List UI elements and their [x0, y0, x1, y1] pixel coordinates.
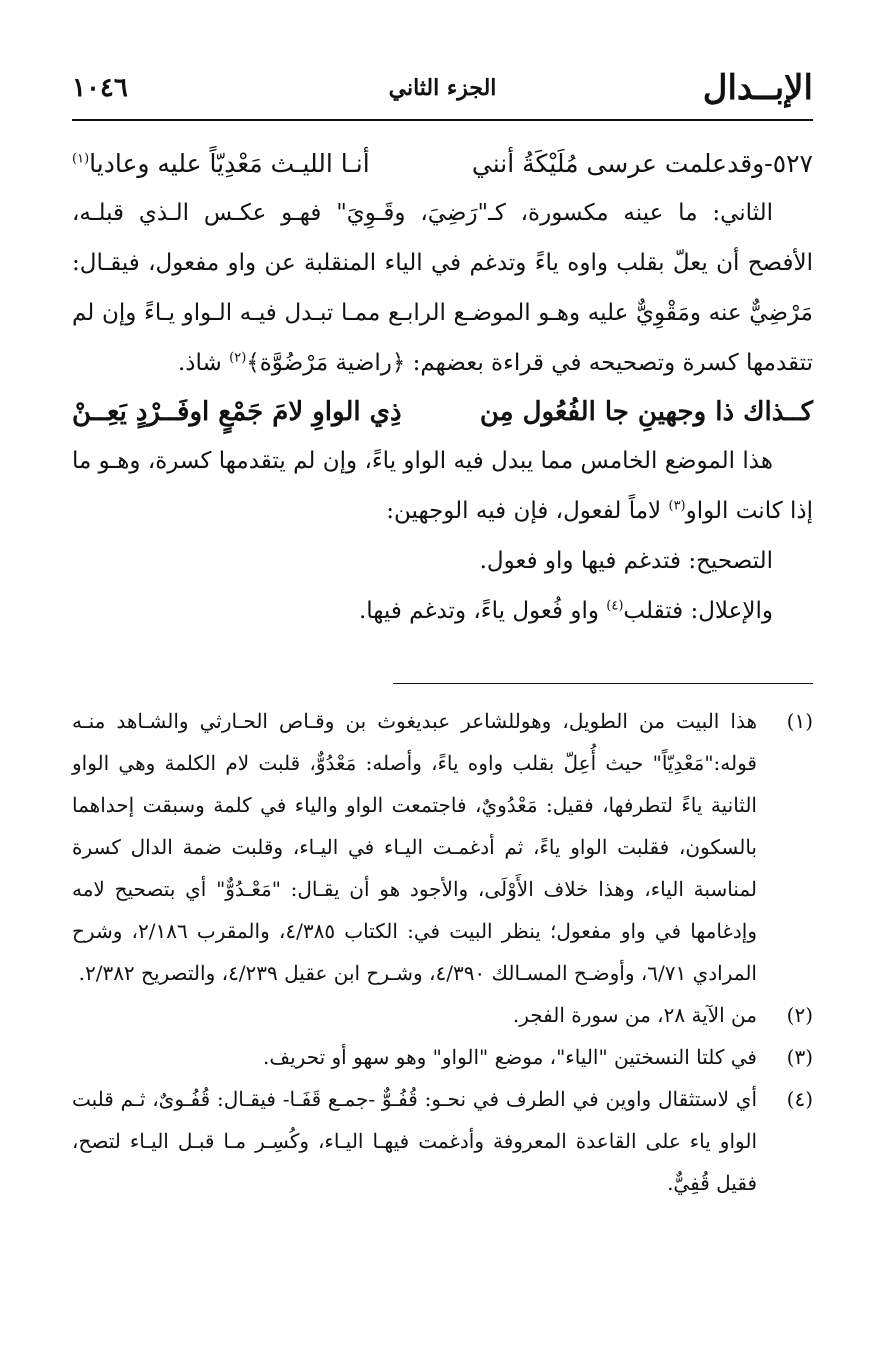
- alfiya-second-hemistich: ذِي الواوِ لامَ جَمْعٍ اوفَــرْدٍ يَعِــنْ: [72, 397, 402, 427]
- header-rule: [72, 119, 813, 121]
- footnote-ref-3[interactable]: (٣): [668, 498, 686, 514]
- footnote-text: أي لاستثقال واوين في الطرف في نحـو: قُفُـوٌّ -جمـع قَفَـا- فيقـال: قُفُـوىٌ، ثـم قلبت الواو ياء على القاعدة المعروفة وأدغمت فيهـا اليـاء، وكُسِـر مـا قبـل اليـاء لتصح، فقيل قُفِيٌّ.: [72, 1087, 757, 1195]
- footnote-ref-4[interactable]: (٤): [606, 598, 624, 614]
- footnote-4: [72, 1078, 813, 1204]
- footnote-number: (٤): [786, 1087, 813, 1111]
- footnote-number: (١): [786, 709, 813, 733]
- alfiya-first-hemistich: كــذاك ذا وجهينِ جا الفُعُول مِن: [479, 397, 813, 427]
- page-header: [72, 64, 813, 112]
- footnote-text: في كلتا النسختين "الياء"، موضع "الواو" وهو سهو أو تحريف.: [263, 1045, 757, 1069]
- paragraph-second-case: [72, 188, 813, 388]
- part-label: الجزء الثاني: [388, 75, 497, 101]
- tashih-line: التصحيح: فتدغم فيها واو فعول.: [479, 548, 773, 574]
- verse-527-second-text: أنـا الليـث مَعْدِيّاً عليه وعاديا: [89, 149, 370, 178]
- footnote-number: (٢): [786, 1003, 813, 1027]
- footnote-separator: [393, 683, 813, 684]
- footnote-ref-1[interactable]: (١): [72, 151, 90, 167]
- footnote-2: [72, 994, 813, 1036]
- paragraph-second-case-text: الثاني: ما عينه مكسورة، كـ"رَضِيَ، وقَـوِيَ" فهـو عكـس الـذي قبلـه، الأفصح أن يعلّ بقلب واوه ياءً وتدغم في الياء المنقلبة عن واو مفعول، فيقـال: مَرْضِيٌّ عنه ومَقْوِيٌّ عليه وهـو الموضـع الرابـع ممـا تبـدل فيـه الـواو يـاءً وإن لم تتقدمها كسرة وتصحيحه في قراءة بعضهم: ﴿راضية مَرْضُوَّة﴾: [72, 200, 813, 376]
- alfiya-verse: [72, 388, 813, 436]
- page-number: ١٠٤٦: [72, 73, 128, 103]
- footnote-number: (٣): [786, 1045, 813, 1069]
- ielal-line-start: والإعلال: فتقلب: [623, 598, 773, 624]
- ielal-line-end: واو فُعول ياءً، وتدغم فيها.: [358, 598, 607, 624]
- chapter-title: الإبــدال: [702, 68, 813, 108]
- footnote-ref-2[interactable]: (٢): [229, 350, 247, 366]
- paragraph-fifth-case: [72, 436, 813, 536]
- verse-527-second-hemistich: [72, 140, 370, 188]
- verse-527-first-hemistich: ٥٢٧-وقدعلمت عرسى مُلَيْكَةُ أنني: [471, 149, 813, 178]
- ielal-line: [72, 586, 813, 636]
- verse-527: [72, 140, 813, 188]
- paragraph-fifth-case-end: لاماً لفعول، فإن فيه الوجهين:: [386, 498, 669, 524]
- footnote-text: هذا البيت من الطويل، وهوللشاعر عبديغوث بن وقـاص الحـارثي والشـاهد منـه قوله:"مَعْدِيّاً" حيث أُعِلّ بقلب واوه ياءً، وأصله: مَعْدُوٌّ، قلبت لام الكلمة وهي الواو الثانية ياءً لتطرفها، فقيل: مَعْدُويٌ، فاجتمعت الواو والياء في كلمة وسبقت إحداهما بالسكون، فقلبت الواو ياءً، ثم أدغمـت اليـاء في اليـاء، وقلبت ضمة الدال كسرة لمناسبة الياء، وهذا خلاف الأَوْلَى، والأجود هو أن يقـال: "مَعْـدُوٌّ" أي بتصحيح لامه وإدغامها في واو مفعول؛ ينظر البيت في: الكتاب ٤/٣٨٥، والمقرب ٢/١٨٦، وشرح المرادي ٦/٧١، وأوضـح المسـالك ٤/٣٩٠، وشـرح ابن عقيل ٤/٢٣٩، والتصريح ٢/٣٨٢.: [72, 709, 757, 985]
- footnote-3: [72, 1036, 813, 1078]
- footnote-1: [72, 700, 813, 994]
- footnote-text: من الآية ٢٨، من سورة الفجر.: [512, 1003, 757, 1027]
- paragraph-second-case-end: شاذ.: [177, 350, 230, 376]
- main-text: [72, 140, 813, 636]
- paragraph-fifth-case-text: هذا الموضع الخامس مما يبدل فيه الواو ياءً، وإن لم يتقدمها كسرة، وهـو ما إذا كانت الواو: [72, 448, 813, 524]
- footnotes: [72, 700, 813, 1204]
